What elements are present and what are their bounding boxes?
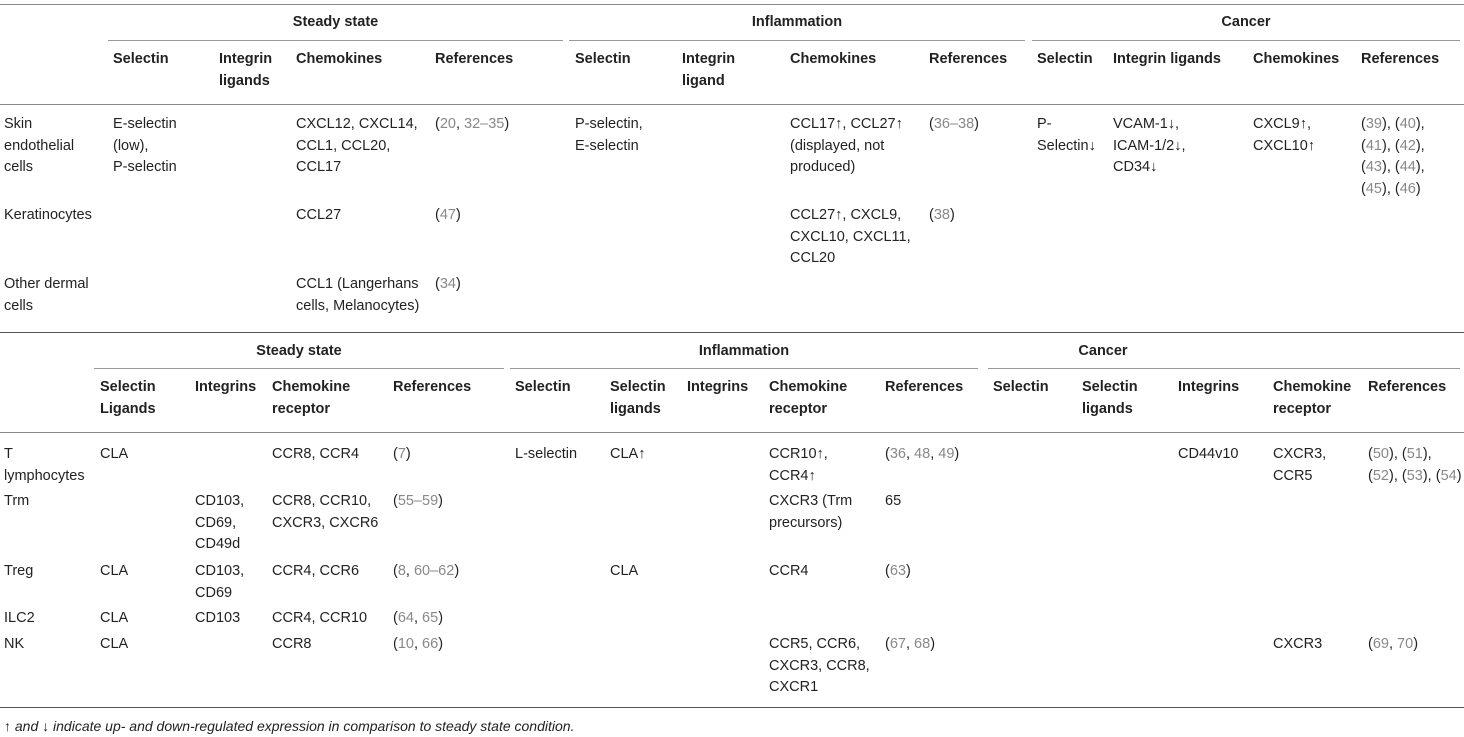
ref-link[interactable]: 45 xyxy=(1365,180,1382,197)
ref-link[interactable]: 52 xyxy=(1372,467,1389,484)
t2-cell-ss-ligands: CLA xyxy=(100,610,129,626)
ref-link[interactable]: 39 xyxy=(1365,116,1382,132)
t1-cell-in-chemokines: CCL17↑, CCL27↑ (displayed, not produced) xyxy=(790,116,903,175)
t2-cell-ss-integrins: CD103, CD69, CD49d xyxy=(195,493,245,552)
t2-cell-ss-refs: (7) xyxy=(393,446,411,462)
t1-row-label: Keratinocytes xyxy=(4,207,92,223)
t1-col-ca-references: References xyxy=(1361,51,1440,67)
t2-col-ca-chemokine: Chemokine receptor xyxy=(1273,379,1352,417)
ref-link[interactable]: 36–38 xyxy=(933,116,975,132)
t2-cell-in-ligands: CLA↑ xyxy=(610,446,646,462)
table-divider-rule xyxy=(0,332,1464,333)
t1-cancer-group-rule xyxy=(1032,40,1460,41)
t2-col-in-ligands: Selectin ligands xyxy=(610,379,666,417)
ref-link[interactable]: 51 xyxy=(1406,446,1423,462)
t2-steady-group-rule xyxy=(94,368,504,369)
ref-link[interactable]: 44 xyxy=(1399,159,1416,175)
t1-col-in-integrin: Integrin ligand xyxy=(682,51,736,89)
ref-link[interactable]: 53 xyxy=(1406,467,1423,484)
t1-row-label: Other dermal cells xyxy=(4,276,89,314)
t2-cell-in-chemo: CCR10↑, CCR4↑ xyxy=(769,446,828,484)
t1-cell-in-chemokines: CCL27↑, CXCL9, CXCL10, CXCL11, CCL20 xyxy=(790,207,911,266)
ref-link[interactable]: 36 xyxy=(889,446,906,462)
t1-cell-ss-selectin: E-selectin (low), P-selectin xyxy=(113,116,177,175)
t2-cell-ss-ligands: CLA xyxy=(100,636,129,652)
t2-group-cancer: Cancer xyxy=(1078,343,1128,359)
t1-col-in-selectin: Selectin xyxy=(575,51,631,67)
ref-link[interactable]: 47 xyxy=(439,207,456,223)
t1-col-ca-selectin: Selectin xyxy=(1037,51,1093,67)
t1-col-in-references: References xyxy=(929,51,1008,67)
ref-link[interactable]: 42 xyxy=(1399,137,1416,154)
t2-col-ss-integrins: Integrins xyxy=(195,379,257,395)
t2-cell-ss-refs: (64, 65) xyxy=(393,610,444,626)
t2-cell-in-refs: (63) xyxy=(885,563,911,579)
ref-link[interactable]: 49 xyxy=(938,446,955,462)
t2-cell-ca-chemo: CXCR3 xyxy=(1273,636,1323,652)
t2-cancer-group-rule xyxy=(988,368,1460,369)
table1-header-rule xyxy=(0,104,1464,105)
t2-cell-in-refs: 65 xyxy=(885,493,902,509)
t2-cell-ss-refs: (8, 60–62) xyxy=(393,563,460,579)
t1-cell-ss-refs: (20, 32–35) xyxy=(435,116,510,132)
t1-cell-ss-chemokines: CCL27 xyxy=(296,207,342,223)
ref-link[interactable]: 55–59 xyxy=(397,493,439,509)
t2-col-ca-ligands: Selectin ligands xyxy=(1082,379,1138,417)
t2-cell-ss-ligands: CLA xyxy=(100,563,129,579)
t2-cell-ca-chemo: CXCR3, CCR5 xyxy=(1273,446,1327,484)
t2-cell-in-chemo: CCR5, CCR6, CXCR3, CCR8, CXCR1 xyxy=(769,636,870,695)
ref-link[interactable]: 66 xyxy=(422,636,439,652)
t1-row-label: Skin endothelial cells xyxy=(4,116,75,175)
t1-col-ca-chemokines: Chemokines xyxy=(1253,51,1340,67)
t2-cell-in-refs: (67, 68) xyxy=(885,636,936,652)
t1-cell-in-refs: (36–38) xyxy=(929,116,980,132)
t2-cell-in-chemo: CCR4 xyxy=(769,563,809,579)
t1-cell-ss-refs: (34) xyxy=(435,276,461,292)
t2-col-ss-references: References xyxy=(393,379,472,395)
t2-cell-ss-integrins: CD103, CD69 xyxy=(195,563,245,601)
t2-col-in-integrins: Integrins xyxy=(687,379,749,395)
ref-link[interactable]: 41 xyxy=(1365,137,1382,154)
t1-group-cancer: Cancer xyxy=(1221,14,1271,30)
t1-steady-group-rule xyxy=(108,40,563,41)
t2-col-ca-references: References xyxy=(1368,379,1447,395)
ref-link[interactable]: 63 xyxy=(889,563,906,579)
table1-top-rule xyxy=(0,4,1464,5)
t2-cell-ss-chemo: CCR4, CCR10 xyxy=(272,610,368,626)
t2-col-ss-ligands: Selectin Ligands xyxy=(100,379,156,417)
ref-link[interactable]: 8 xyxy=(397,563,406,579)
t1-col-ca-integrin: Integrin ligands xyxy=(1113,51,1221,67)
ref-link[interactable]: 50 xyxy=(1372,446,1389,462)
t1-col-in-chemokines: Chemokines xyxy=(790,51,877,67)
ref-link[interactable]: 69 xyxy=(1372,636,1389,652)
ref-link[interactable]: 20 xyxy=(439,116,456,132)
table-bottom-rule xyxy=(0,707,1464,708)
t2-inflammation-group-rule xyxy=(510,368,978,369)
t2-col-in-chemokine: Chemokine receptor xyxy=(769,379,848,417)
t2-cell-ss-chemo: CCR4, CCR6 xyxy=(272,563,360,579)
t1-cell-ss-refs: (47) xyxy=(435,207,461,223)
t2-cell-in-chemo: CXCR3 (Trm precursors) xyxy=(769,493,853,531)
t2-cell-ss-ligands: CLA xyxy=(100,446,129,462)
t2-group-steady: Steady state xyxy=(256,343,342,359)
t2-cell-ss-chemo: CCR8, CCR10, CXCR3, CXCR6 xyxy=(272,493,379,531)
t1-col-ss-integrin: Integrin ligands xyxy=(219,51,273,89)
ref-link[interactable]: 54 xyxy=(1440,467,1457,484)
ref-link[interactable]: 64 xyxy=(397,610,414,626)
t2-row-label: Trm xyxy=(4,493,30,509)
ref-link[interactable]: 68 xyxy=(914,636,931,652)
t1-cell-in-selectin: P-selectin, E-selectin xyxy=(575,116,643,154)
t1-cell-ca-chemokines: CXCL9↑, CXCL10↑ xyxy=(1253,116,1316,154)
t2-cell-in-refs: (36, 48, 49) xyxy=(885,446,960,462)
t2-cell-ss-refs: (10, 66) xyxy=(393,636,444,652)
t1-group-inflammation: Inflammation xyxy=(751,14,843,30)
t2-col-in-references: References xyxy=(885,379,964,395)
t2-cell-in-ligands: CLA xyxy=(610,563,639,579)
ref-link[interactable]: 65 xyxy=(422,610,439,626)
ref-link[interactable]: 70 xyxy=(1397,636,1414,652)
t2-col-ca-selectin: Selectin xyxy=(993,379,1049,395)
ref-link[interactable]: 34 xyxy=(439,276,456,292)
t2-cell-ss-refs: (55–59) xyxy=(393,493,444,509)
t2-cell-in-selectin: L-selectin xyxy=(515,446,578,462)
t1-cell-ca-integrin: VCAM-1↓, ICAM-1/2↓, CD34↓ xyxy=(1113,116,1186,175)
ref-link[interactable]: 7 xyxy=(397,446,406,462)
t2-group-inflammation: Inflammation xyxy=(698,343,790,359)
t1-inflammation-group-rule xyxy=(569,40,1025,41)
t1-cell-ca-refs: (39), (40), (41), (42), (43), (44), (45), (46) xyxy=(1361,116,1425,197)
t2-row-label: Treg xyxy=(4,563,34,579)
ref-link[interactable]: 60–62 xyxy=(413,563,455,579)
t2-row-label: NK xyxy=(4,636,25,652)
t1-col-ss-references: References xyxy=(435,51,514,67)
t1-group-steady: Steady state xyxy=(292,14,379,30)
table2-header-rule xyxy=(0,432,1464,433)
ref-link[interactable]: 48 xyxy=(914,446,931,462)
ref-link[interactable]: 67 xyxy=(889,636,906,652)
ref-link[interactable]: 38 xyxy=(933,207,950,223)
t2-cell-ca-refs: (50), (51), (52), (53), (54) xyxy=(1368,446,1462,484)
t1-col-ss-selectin: Selectin xyxy=(113,51,169,67)
t2-col-ca-integrins: Integrins xyxy=(1178,379,1240,395)
ref-link[interactable]: 32–35 xyxy=(464,116,505,132)
t2-cell-ss-chemo: CCR8 xyxy=(272,636,312,652)
t1-cell-ss-chemokines: CXCL12, CXCL14, CCL1, CCL20, CCL17 xyxy=(296,116,418,175)
t2-row-label: T lymphocytes xyxy=(4,446,85,484)
t2-cell-ca-refs: (69, 70) xyxy=(1368,636,1419,652)
t2-col-ss-chemokine: Chemokine receptor xyxy=(272,379,351,417)
table-footnote: ↑ and ↓ indicate up- and down-regulated expression in comparison to steady state condition. xyxy=(4,718,575,734)
ref-link[interactable]: 46 xyxy=(1399,180,1416,197)
t1-col-ss-chemokines: Chemokines xyxy=(296,51,383,67)
ref-link[interactable]: 40 xyxy=(1399,116,1416,132)
t1-cell-in-refs: (38) xyxy=(929,207,955,223)
t2-col-in-selectin: Selectin xyxy=(515,379,571,395)
t1-cell-ca-selectin: P- Selectin↓ xyxy=(1037,116,1096,154)
t2-row-label: ILC2 xyxy=(4,610,35,626)
t2-cell-ss-chemo: CCR8, CCR4 xyxy=(272,446,360,462)
ref-link[interactable]: 43 xyxy=(1365,159,1382,175)
t2-cell-ss-integrins: CD103 xyxy=(195,610,241,626)
t1-cell-ss-chemokines: CCL1 (Langerhans cells, Melanocytes) xyxy=(296,276,420,314)
t2-cell-ca-integrins: CD44v10 xyxy=(1178,446,1239,462)
ref-link[interactable]: 10 xyxy=(397,636,414,652)
